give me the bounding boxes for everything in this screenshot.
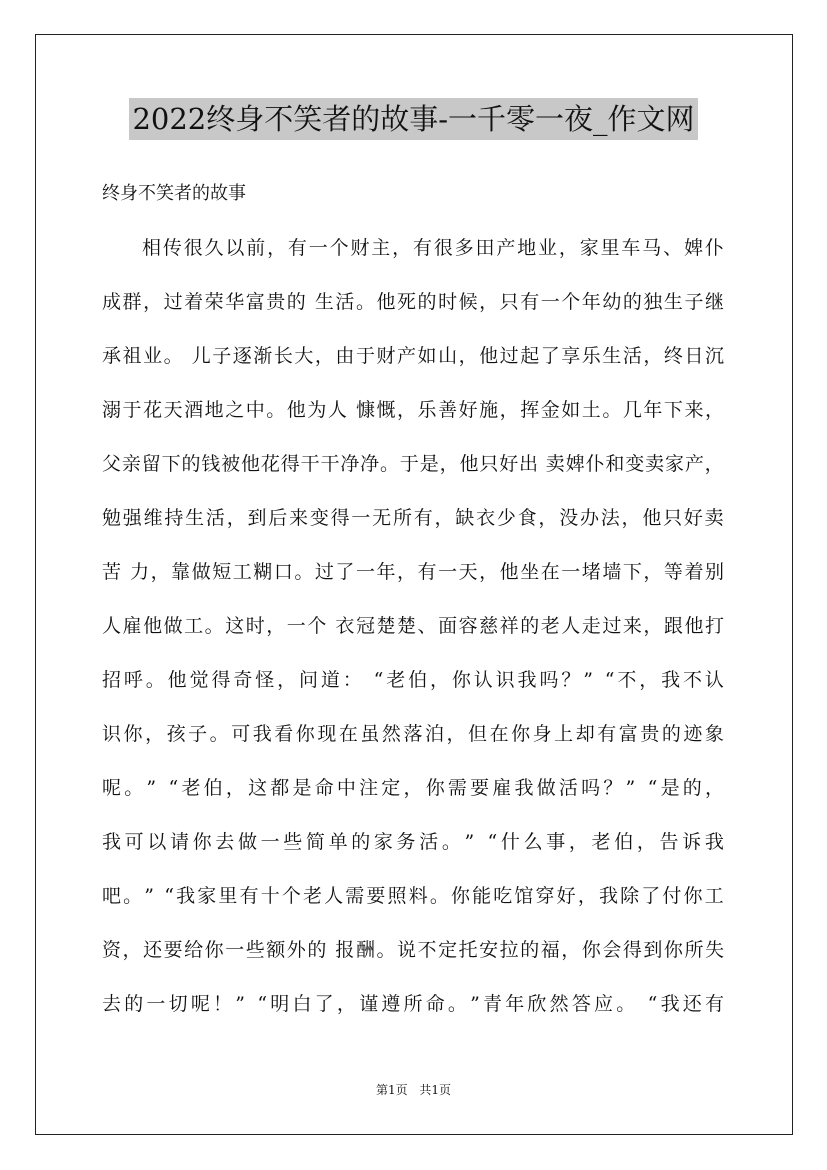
page-total: 共1页 bbox=[419, 1083, 452, 1097]
section-subtitle: 终身不笑者的故事 bbox=[102, 183, 246, 204]
text-line: 人 雇 他 做 工 。 这 时 ， 一 个 衣 冠 楚 楚 、 面 容 慈 祥 的 老 人 走 过 来 ， 跟 他 打 bbox=[102, 615, 724, 637]
text-line: 父 亲 留 下 的 钱 被 他 花 得 干 干 净 净 。 于 是 ， 他 只 好 出 卖 婢 仆 和 变 卖 家 产 ， bbox=[102, 453, 724, 475]
text-line: 资 ， 还 要 给 你 一 些 额 外 的 报 酬 。 说 不 定 托 安 拉 的 福 ， 你 会 得 到 你 所 失 bbox=[102, 939, 724, 961]
text-line: 相 传 很 久 以 前 ， 有 一 个 财 主 ， 有 很 多 田 产 地 业 ， 家 里 车 马 、 婢 仆 bbox=[142, 237, 724, 259]
text-line: 招 呼 。 他 觉 得 奇 怪 ， 问 道 ： “ 老 伯 ， 你 认 识 我 吗 ？ ” “ 不 ， 我 不 认 bbox=[102, 669, 724, 691]
text-line: 识 你 ， 孩 子 。 可 我 看 你 现 在 虽 然 落 泊 ， 但 在 你 身 上 却 有 富 贵 的 迹 象 bbox=[102, 723, 724, 745]
text-line: 去 的 一 切 呢 ！ ” “ 明 白 了 ， 谨 遵 所 命 。 ” 青 年 欣 然 答 应 。 “ 我 还 有 bbox=[102, 993, 724, 1015]
document-title: 2022终身不笑者的故事-一千零一夜_作文网 bbox=[129, 98, 697, 140]
text-line: 吧 。 ” “ 我 家 里 有 十 个 老 人 需 要 照 料 。 你 能 吃 馆 穿 好 ， 我 除 了 付 你 工 bbox=[102, 885, 724, 907]
page-footer bbox=[0, 1081, 827, 1099]
body-text bbox=[102, 232, 724, 1042]
text-line: 呢 。 ” “ 老 伯 ， 这 都 是 命 中 注 定 ， 你 需 要 雇 我 做 活 吗 ？ ” “ 是 的 ， bbox=[102, 777, 724, 799]
text-line: 苦 力 ， 靠 做 短 工 糊 口 。 过 了 一 年 ， 有 一 天 ， 他 坐 在 一 堵 墙 下 ， 等 着 别 bbox=[102, 561, 724, 583]
page-number: 第1页 bbox=[375, 1083, 408, 1097]
text-line: 勉 强 维 持 生 活 ， 到 后 来 变 得 一 无 所 有 ， 缺 衣 少 食 ， 没 办 法 ， 他 只 好 卖 bbox=[102, 507, 724, 529]
text-line: 承 祖 业 。 儿 子 逐 渐 长 大 ， 由 于 财 产 如 山 ， 他 过 起 了 享 乐 生 活 ， 终 日 沉 bbox=[102, 345, 724, 367]
text-line: 成 群 ， 过 着 荣 华 富 贵 的 生 活 。 他 死 的 时 候 ， 只 有 一 个 年 幼 的 独 生 子 继 bbox=[102, 291, 724, 313]
title-area bbox=[0, 98, 827, 140]
text-line: 我 可 以 请 你 去 做 一 些 简 单 的 家 务 活 。 ” “ 什 么 事 ， 老 伯 ， 告 诉 我 bbox=[102, 831, 724, 853]
text-line: 溺 于 花 天 酒 地 之 中 。 他 为 人 慷 慨 ， 乐 善 好 施 ， 挥 金 如 土 。 几 年 下 来 ， bbox=[102, 399, 724, 421]
